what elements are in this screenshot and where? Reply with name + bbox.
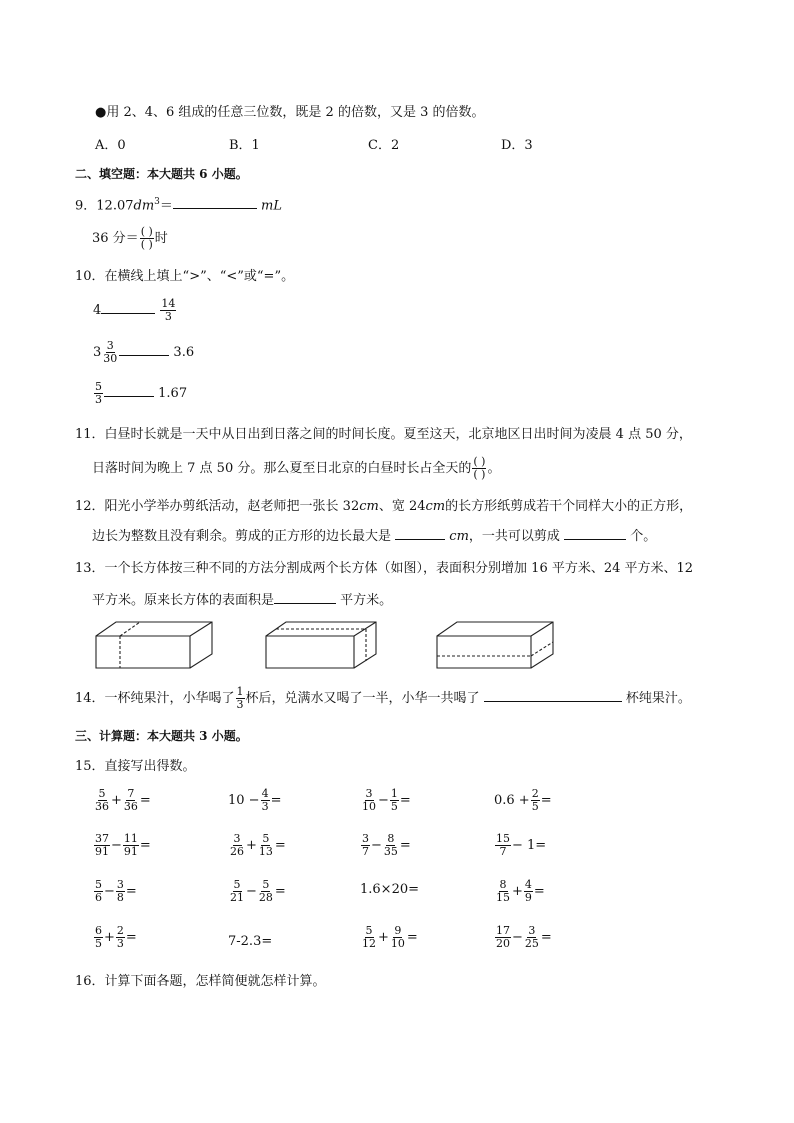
q15-r3b-eq: = [274,884,286,900]
q15-r4c-n2: 9 [394,924,402,937]
q9-frac-den: ( ) [140,238,153,252]
q15-r3a-op: − [104,884,115,900]
q15-r3a-d1: 6 [95,891,102,905]
q15-r1d-n: 2 [531,787,539,800]
q15-r2a-d1: 91 [95,845,109,859]
cuboid-front-cut [266,622,376,668]
option-b: B．1 [229,138,260,153]
q10-row-3 [93,381,187,406]
q14-fraction [236,686,245,711]
question-14 [75,686,691,711]
q15-r4c-n1: 5 [365,924,373,937]
q14-pre: 14．一杯纯果汁，小华喝了 [75,691,235,707]
q9-line2-prefix: 36 分＝ [92,231,139,247]
q15-r1a-op: + [111,793,122,809]
question-9-line2 [92,226,168,251]
question-10-stem: 10．在横线上填上“>”、“<”或“=”。 [75,269,295,284]
question-16-stem: 16．计算下面各题，怎样简便就怎样计算。 [75,974,326,989]
q10-row-1 [93,298,177,323]
q15-r1c-op: − [378,793,389,809]
q15-r1a-n2: 7 [127,787,135,800]
q15-item-r1d [494,788,552,813]
q10-r1-fraction [160,298,176,323]
q15-r1a-d1: 36 [95,800,109,814]
q15-r3b-n2: 5 [262,878,270,891]
q9-unit-dm: dm [133,198,155,214]
q15-r4d-n1: 17 [496,924,510,937]
q15-r2a-eq: = [139,838,151,854]
q13-line2-b: 平方米。 [340,593,393,608]
q15-item-r4b: 7-2.3= [228,934,273,949]
q10-r2-right: 3.6 [173,345,195,361]
q15-r4c-eq: = [406,930,418,946]
q15-r1a-n1: 5 [98,787,106,800]
question-9-line1 [75,198,282,212]
q15-r3a-d2: 8 [116,891,124,905]
question-13-line1: 13．一个长方体按三种不同的方法分割成两个长方体（如图），表面积分别增加 16 平方米、24 平方米、12 [75,561,694,576]
q9-answer-blank[interactable] [173,208,257,209]
q13-answer-blank[interactable] [274,603,336,604]
q15-r2b-d2: 13 [258,845,273,859]
q10-r2-whole: 3 [93,345,102,361]
q12-line1-a: 12．阳光小学举办剪纸活动，赵老师把一张长 32 [75,499,360,514]
q12-line2-a: 边长为整数且没有剩余。剪成的正方形的边长最大是 [92,529,392,544]
q15-r1c-n1: 3 [365,787,373,800]
q10-r2-num: 3 [106,339,114,352]
q15-item-r1c [360,788,411,813]
cuboid-horizontal-cut [437,622,553,668]
q15-r4d-d1: 20 [496,937,510,951]
q14-answer-blank[interactable] [484,701,622,702]
q15-item-r4d [494,925,552,950]
q9-unit-ml: mL [261,198,283,214]
q15-r2c-n2: 8 [387,832,395,845]
q9-exponent: 3 [154,197,160,207]
q15-item-r1b [228,788,281,813]
q10-r1-blank[interactable] [101,313,155,314]
q15-r3d-op: + [512,884,523,900]
option-c: C．2 [368,138,400,153]
q15-r4a-d1: 5 [95,937,102,951]
q15-r1c-n2: 1 [390,787,398,800]
q15-item-r4c [360,925,418,950]
q15-item-r4a [93,925,137,950]
q15-r4a-n1: 6 [95,924,102,937]
q12-line2-c: 个。 [630,529,657,544]
q15-r4d-eq: = [540,930,552,946]
q15-r4a-d2: 3 [116,937,124,951]
q10-r3-fraction [94,381,103,406]
question-15-stem: 15．直接写出得数。 [75,759,196,774]
q15-item-r1a [93,788,151,813]
q15-r2d-n: 15 [496,832,510,845]
q15-r1b-n: 4 [261,787,269,800]
q9-frac-num: ( ) [140,225,153,238]
q15-r3a-n2: 3 [116,878,124,891]
q15-r4c-d1: 12 [362,937,376,951]
q14-mid: 杯后，兑满水又喝了一半，小华一共喝了 [245,691,480,707]
q14-den: 3 [236,698,244,712]
q14-num: 1 [236,685,244,698]
q15-r2d-d: 7 [499,845,507,859]
q11-frac-num: ( ) [473,455,486,468]
q15-r4c-op: + [378,930,389,946]
q15-item-r3b [228,879,286,904]
q15-r1a-d2: 36 [123,800,138,814]
q10-r2-blank[interactable] [119,355,169,356]
q15-r2c-n1: 3 [362,832,369,845]
q9-equals: ＝ [159,198,173,214]
q15-r1b-eq: = [270,793,282,809]
q12-line2-b: ，一共可以剪成 [468,529,560,544]
q15-item-r2b [228,833,286,858]
q15-r2d-post: − 1= [512,838,547,854]
q9-number: 9．12.07 [75,198,134,214]
q15-r4a-op: + [104,930,115,946]
q14-post: 杯纯果汁。 [625,691,691,707]
q12-cm-3: cm [449,529,469,544]
q15-r1d-d: 5 [531,800,539,814]
q15-r1b-pre: 10 − [228,793,260,809]
q10-r3-den: 3 [95,393,102,407]
q15-r2c-d2: 35 [383,845,398,859]
q11-frac-den: ( ) [473,468,486,482]
q15-r1d-eq: = [540,793,552,809]
q15-r1c-d1: 10 [362,800,376,814]
q15-r3a-n1: 5 [95,878,102,891]
q15-r3b-d2: 28 [258,891,273,905]
q12-cm-1: cm [359,499,379,514]
q15-r3b-d1: 21 [230,891,244,905]
q15-r4d-op: − [512,930,523,946]
q15-r3d-n2: 4 [524,878,532,891]
q13-cuboid-figures [90,618,560,674]
q10-row-2 [93,340,194,365]
q10-r3-blank[interactable] [104,396,154,397]
option-d: D．3 [501,138,533,153]
q15-r1a-eq: = [139,793,151,809]
q15-r2c-d1: 7 [362,845,369,859]
q15-r1b-d: 3 [261,800,269,814]
q15-item-r3d [494,879,545,904]
q15-r3b-op: − [246,884,257,900]
q12-line1-b: 、宽 24 [378,499,426,514]
question-12-line2 [92,530,656,543]
q15-r3d-d2: 9 [524,891,532,905]
q15-r2c-eq: = [399,838,411,854]
q12-line1-c: 的长方形纸剪成若干个同样大小的正方形， [445,499,693,514]
q15-r2b-d1: 26 [230,845,244,859]
q15-r2b-op: + [246,838,257,854]
question-13-line2 [92,594,392,607]
q15-r2a-n2: 11 [123,832,138,845]
q15-r2a-op: − [111,838,122,854]
q11-end: 。 [487,461,501,477]
q15-r4d-d2: 25 [524,937,539,951]
q15-item-r3c: 1.6×20= [360,882,420,897]
q13-line2-a: 平方米。原来长方体的表面积是 [92,593,275,608]
question-12-line1 [75,500,692,513]
option-a: A．0 [95,138,126,153]
q10-r1-left: 4 [93,303,102,319]
q11-line2-text: 日落时间为晚上 7 点 50 分。那么夏至日北京的白昼时长占全天的 [92,461,472,477]
question-11-line2 [92,456,500,481]
q10-r3-num: 5 [95,380,102,393]
q15-r4d-n2: 3 [528,924,536,937]
question-11-line1: 11．白昼时长就是一天中从日出到日落之间的时间长度。夏至这天，北京地区日出时间为凌晨 4 点 50 分， [75,427,692,442]
q15-r3b-n1: 5 [233,878,241,891]
q10-r3-right: 1.67 [158,386,188,402]
q10-r2-den: 30 [103,352,118,366]
q10-r1-num: 14 [161,297,176,310]
q15-r3a-eq: = [125,884,137,900]
q15-item-r2c [360,833,411,858]
q15-r1c-d2: 5 [390,800,398,814]
q12-count-blank[interactable] [564,539,626,540]
q15-r3d-n1: 8 [499,878,507,891]
q11-answer-fraction[interactable] [472,456,486,481]
q15-r4a-n2: 2 [116,924,124,937]
q15-r4a-eq: = [125,930,137,946]
cuboid-vertical-cut [96,622,212,668]
q12-side-blank[interactable] [395,539,445,540]
q15-r1d-pre: 0.6 + [494,793,530,809]
section-2-title: 二、填空题：本大题共 6 小题。 [75,167,248,181]
q15-r3d-d1: 15 [496,891,510,905]
question-8-stem: ●用 2、4、6 组成的任意三位数，既是 2 的倍数，又是 3 的倍数。 [95,105,485,120]
q15-item-r2d [494,833,546,858]
q15-r3d-eq: = [533,884,545,900]
q12-cm-2: cm [425,499,446,514]
q15-r1c-eq: = [399,793,411,809]
q15-r2b-n1: 3 [233,832,241,845]
q15-item-r2a [93,833,151,858]
q15-r2a-d2: 91 [123,845,138,859]
q15-item-r3a [93,879,137,904]
q15-r2b-n2: 5 [262,832,270,845]
section-3-title: 三、计算题：本大题共 3 小题。 [75,729,248,743]
q10-r1-den: 3 [164,310,172,324]
q9-line2-suffix: 时 [154,231,168,247]
q15-r4c-d2: 10 [390,937,405,951]
q9-answer-fraction[interactable] [140,226,154,251]
q15-r2a-n1: 37 [95,832,109,845]
q15-r2b-eq: = [274,838,286,854]
q15-r2c-op: − [371,838,382,854]
q10-r2-fraction [102,340,118,365]
